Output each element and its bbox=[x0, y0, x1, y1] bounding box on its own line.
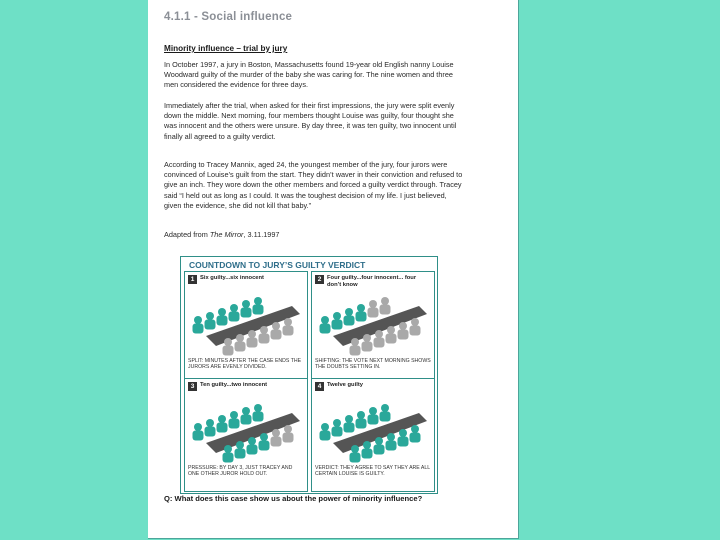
juror-figure bbox=[205, 419, 216, 437]
juror-figure bbox=[217, 308, 228, 326]
panel-label: Twelve guilty bbox=[327, 382, 363, 388]
jury-scene-illustration bbox=[315, 399, 431, 463]
juror-figure bbox=[193, 423, 204, 441]
juror-figure bbox=[332, 312, 343, 330]
juror-figure bbox=[344, 308, 355, 326]
paragraph-quote: According to Tracey Mannix, aged 24, the youngest member of the jury, four jurors were convinced of Louise’s guilt from the start. They didn’t waver in their conviction and refused to give an inch. They wore down the other members and forced a guilty verdict through. Tracey said “I held out as long as I could. It was the toughest decision of my life. I just believed, given the evidence, she did not kill that baby.” bbox=[164, 160, 463, 210]
juror-figure bbox=[368, 407, 379, 425]
panel-caption: VERDICT: THEY AGREE TO SAY THEY ARE ALL CERTAIN LOUISE IS GUILTY. bbox=[315, 465, 430, 478]
juror-figure bbox=[283, 318, 294, 336]
juror-figure bbox=[241, 300, 252, 318]
page-title: 4.1.1 - Social influence bbox=[164, 11, 293, 23]
source-title: The Mirror bbox=[209, 230, 244, 239]
juror-figure bbox=[253, 297, 264, 315]
panel-label: Four guilty...four innocent... four don’t know bbox=[327, 275, 417, 288]
panel-label: Ten guilty...two innocent bbox=[200, 382, 268, 388]
juror-figure bbox=[380, 297, 391, 315]
juror-figure bbox=[410, 318, 421, 336]
figure-panel-2 bbox=[311, 271, 435, 385]
paragraph-intro: In October 1997, a jury in Boston, Massachusetts found 19-year old English nanny Louise Woodward guilty of the murder of the baby she was caring for. The nine women and three men considered the evidence for three days. bbox=[164, 60, 454, 90]
juror-figure bbox=[193, 316, 204, 334]
paragraph-trial: Immediately after the trial, when asked for their first impressions, the jury were split evenly down the middle. Next morning, four members thought Louise was guilty, four thought she was innocent and the others were unsure. By day three, it was ten guilty, two innocent until finally all agreed to a guilty verdict. bbox=[164, 101, 457, 141]
juror-figure bbox=[398, 429, 409, 447]
jury-verdict-figure bbox=[180, 256, 438, 494]
jury-scene-illustration bbox=[188, 399, 304, 463]
juror-figure bbox=[271, 322, 282, 340]
panel-caption: PRESSURE: BY DAY 3, JUST TRACEY AND ONE OTHER JUROR HOLD OUT. bbox=[188, 465, 293, 478]
juror-figure bbox=[205, 312, 216, 330]
juror-figure bbox=[356, 304, 367, 322]
panel-number: 3 bbox=[188, 382, 197, 391]
juror-figure bbox=[283, 425, 294, 443]
jury-scene-illustration bbox=[188, 292, 304, 356]
panel-number: 1 bbox=[188, 275, 197, 284]
juror-figure bbox=[320, 316, 331, 334]
panel-label: Six guilty...six innocent bbox=[200, 275, 264, 281]
juror-figure bbox=[398, 322, 409, 340]
source-citation: Adapted from The Mirror, 3.11.1997 bbox=[164, 230, 280, 239]
figure-title: COUNTDOWN TO JURY’S GUILTY VERDICT bbox=[189, 260, 366, 270]
juror-figure bbox=[368, 300, 379, 318]
juror-figure bbox=[356, 411, 367, 429]
juror-figure bbox=[253, 404, 264, 422]
jury-scene-illustration bbox=[315, 292, 431, 356]
juror-figure bbox=[229, 411, 240, 429]
section-heading: Minority influence – trial by jury bbox=[164, 44, 288, 53]
panel-number: 4 bbox=[315, 382, 324, 391]
juror-figure bbox=[344, 415, 355, 433]
juror-figure bbox=[229, 304, 240, 322]
juror-figure bbox=[241, 407, 252, 425]
juror-figure bbox=[410, 425, 421, 443]
figure-panel-3 bbox=[184, 378, 308, 492]
juror-figure bbox=[380, 404, 391, 422]
panel-caption: SHIFTING: THE VOTE NEXT MORNING SHOWS THE DOUBTS SETTING IN. bbox=[315, 358, 431, 371]
panel-number: 2 bbox=[315, 275, 324, 284]
juror-figure bbox=[320, 423, 331, 441]
panel-caption: SPLIT: MINUTES AFTER THE CASE ENDS THE JURORS ARE EVENLY DIVIDED. bbox=[188, 358, 302, 371]
figure-panel-4 bbox=[311, 378, 435, 492]
discussion-question: Q: What does this case show us about the power of minority influence? bbox=[164, 494, 423, 503]
juror-figure bbox=[217, 415, 228, 433]
juror-figure bbox=[271, 429, 282, 447]
document-page bbox=[148, 0, 519, 539]
figure-panel-1 bbox=[184, 271, 308, 385]
juror-figure bbox=[332, 419, 343, 437]
